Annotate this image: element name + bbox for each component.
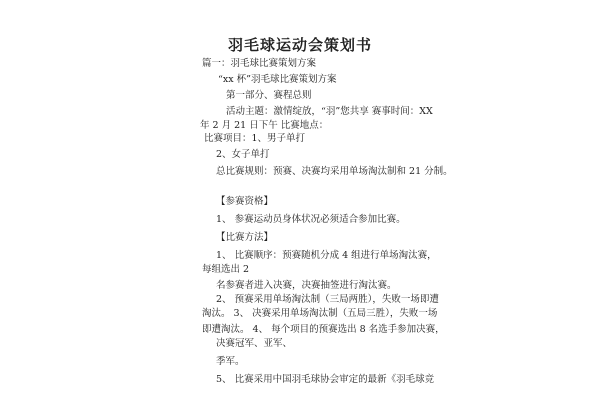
section-heading: 【比赛方法】 <box>216 232 274 243</box>
text-line: 名参赛者进入决赛，决赛抽签进行淘汰赛。 <box>216 280 397 291</box>
text-line: 活动主题：激情绽放，“羽”您共享 赛事时间：XX <box>226 106 433 117</box>
document-title: 羽毛球运动会策划书 <box>227 36 372 54</box>
text-line: 2、女子单打 <box>216 149 270 160</box>
section-heading: 【参赛资格】 <box>216 196 274 207</box>
text-line: 比赛项目：1、男子单打 <box>204 133 306 144</box>
text-line: 2、 预赛采用单场淘汰制（三局两胜），失败一场即遭 <box>216 294 439 305</box>
text-line: 5、 比赛采用中国羽毛球协会审定的最新《羽毛球竞 <box>216 374 435 385</box>
text-line: “xx 杯”羽毛球比赛策划方案 <box>218 74 337 85</box>
text-line: 决赛冠军、亚军、 <box>216 338 293 349</box>
text-line: 淘汰。 3、 决赛采用单场淘汰制（五局三胜），失败一场 <box>202 308 438 319</box>
text-line: 第一部分、赛程总则 <box>226 90 312 101</box>
text-line: 每组选出 2 <box>202 264 250 275</box>
text-line: 即遭淘汰。 4、 每个项目的预赛选出 8 名选手参加决赛， <box>202 324 445 335</box>
text-line: 篇一：羽毛球比赛策划方案 <box>202 58 317 69</box>
text-line: 1、 参赛运动员身体状况必须适合参加比赛。 <box>216 214 406 225</box>
text-line: 年 2 月 21 日下午 比赛地点： <box>200 120 329 131</box>
text-line: 季军。 <box>216 356 245 367</box>
text-line: 总比赛规则：预赛、决赛均采用单场淘汰制和 21 分制。 <box>216 166 453 177</box>
text-line: 1、 比赛顺序：预赛随机分成 4 组进行单场淘汰赛， <box>216 250 437 261</box>
